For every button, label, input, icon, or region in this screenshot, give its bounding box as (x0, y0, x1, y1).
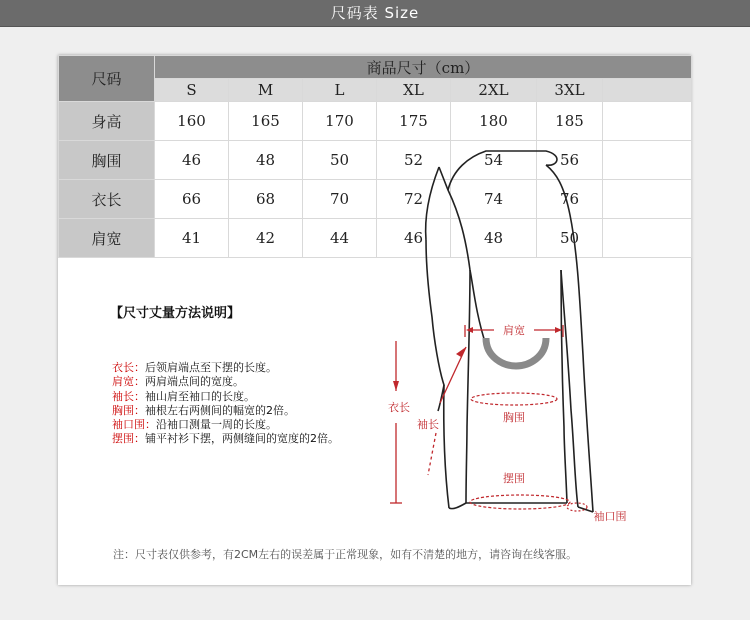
table-cell: 76 (537, 180, 603, 219)
hem-measure (470, 495, 570, 509)
garment-diagram (58, 55, 691, 585)
table-cell: 50 (537, 219, 603, 258)
definition-term: 袖长： (112, 389, 145, 403)
table-cell: 175 (377, 102, 451, 141)
table-cell: 56 (537, 141, 603, 180)
table-cell: 46 (155, 141, 229, 180)
size-header: 2XL (451, 79, 537, 102)
size-header: L (303, 79, 377, 102)
length-measure (390, 341, 402, 503)
table-cell: 44 (303, 219, 377, 258)
table-cell: 185 (537, 102, 603, 141)
collar (486, 338, 546, 366)
definition-text: 铺平衬衫下摆，两侧缝间的宽度的2倍。 (145, 432, 339, 446)
corner-header: 尺码 (59, 56, 155, 102)
table-cell: 74 (451, 180, 537, 219)
row-label: 身高 (59, 102, 155, 141)
table-cell: 50 (303, 141, 377, 180)
table-cell: 72 (377, 180, 451, 219)
method-title: 【尺寸丈量方法说明】 (110, 306, 241, 321)
size-chart-card (58, 55, 691, 585)
label-cuff: 袖口围 (593, 510, 627, 523)
row-label: 胸围 (59, 141, 155, 180)
size-header: XL (377, 79, 451, 102)
definition-term: 摆围： (112, 432, 145, 446)
label-sleeve: 袖长 (417, 418, 439, 431)
table-cell: 48 (229, 141, 303, 180)
table-cell: 165 (229, 102, 303, 141)
definition-text: 后领肩端点至下摆的长度。 (145, 361, 277, 374)
table-cell: 54 (451, 141, 537, 180)
row-label: 肩宽 (59, 219, 155, 258)
label-hem: 摆围 (503, 472, 525, 485)
definition-term: 袖口围： (112, 418, 156, 432)
definition-text: 沿袖口测量一周的长度。 (156, 418, 277, 432)
table-cell: 170 (303, 102, 377, 141)
definition-term: 胸围： (112, 403, 145, 417)
definition-term: 衣长： (112, 361, 145, 374)
sleeve-measure (428, 347, 466, 475)
table-cell: 48 (451, 219, 537, 258)
definition-term: 肩宽： (112, 375, 145, 389)
group-header: 商品尺寸（cm） (155, 56, 692, 79)
footnote: 注：尺寸表仅供参考，有2CM左右的误差属于正常现象，如有不清楚的地方，请咨询在线客服。 (113, 548, 578, 561)
size-header: 3XL (537, 79, 603, 102)
page-title: 尺码表 Size (330, 4, 420, 22)
table-cell: 68 (229, 180, 303, 219)
label-length: 衣长 (388, 401, 410, 414)
table-cell: 160 (155, 102, 229, 141)
table-cell: 46 (377, 219, 451, 258)
definition-text: 袖根左右两侧间的幅宽的2倍。 (145, 403, 295, 417)
table-cell: 70 (303, 180, 377, 219)
page-title-bar (0, 0, 750, 27)
chest-measure (471, 393, 557, 405)
label-shoulder: 肩宽 (503, 324, 525, 337)
table-cell: 41 (155, 219, 229, 258)
definition-text: 两肩端点间的宽度。 (145, 375, 244, 389)
label-chest: 胸围 (503, 411, 525, 424)
table-cell: 66 (155, 180, 229, 219)
row-label: 衣长 (59, 180, 155, 219)
table-cell: 52 (377, 141, 451, 180)
size-header: M (229, 79, 303, 102)
size-header: S (155, 79, 229, 102)
table-cell: 42 (229, 219, 303, 258)
table-cell: 180 (451, 102, 537, 141)
definition-text: 袖山肩至袖口的长度。 (145, 389, 255, 403)
